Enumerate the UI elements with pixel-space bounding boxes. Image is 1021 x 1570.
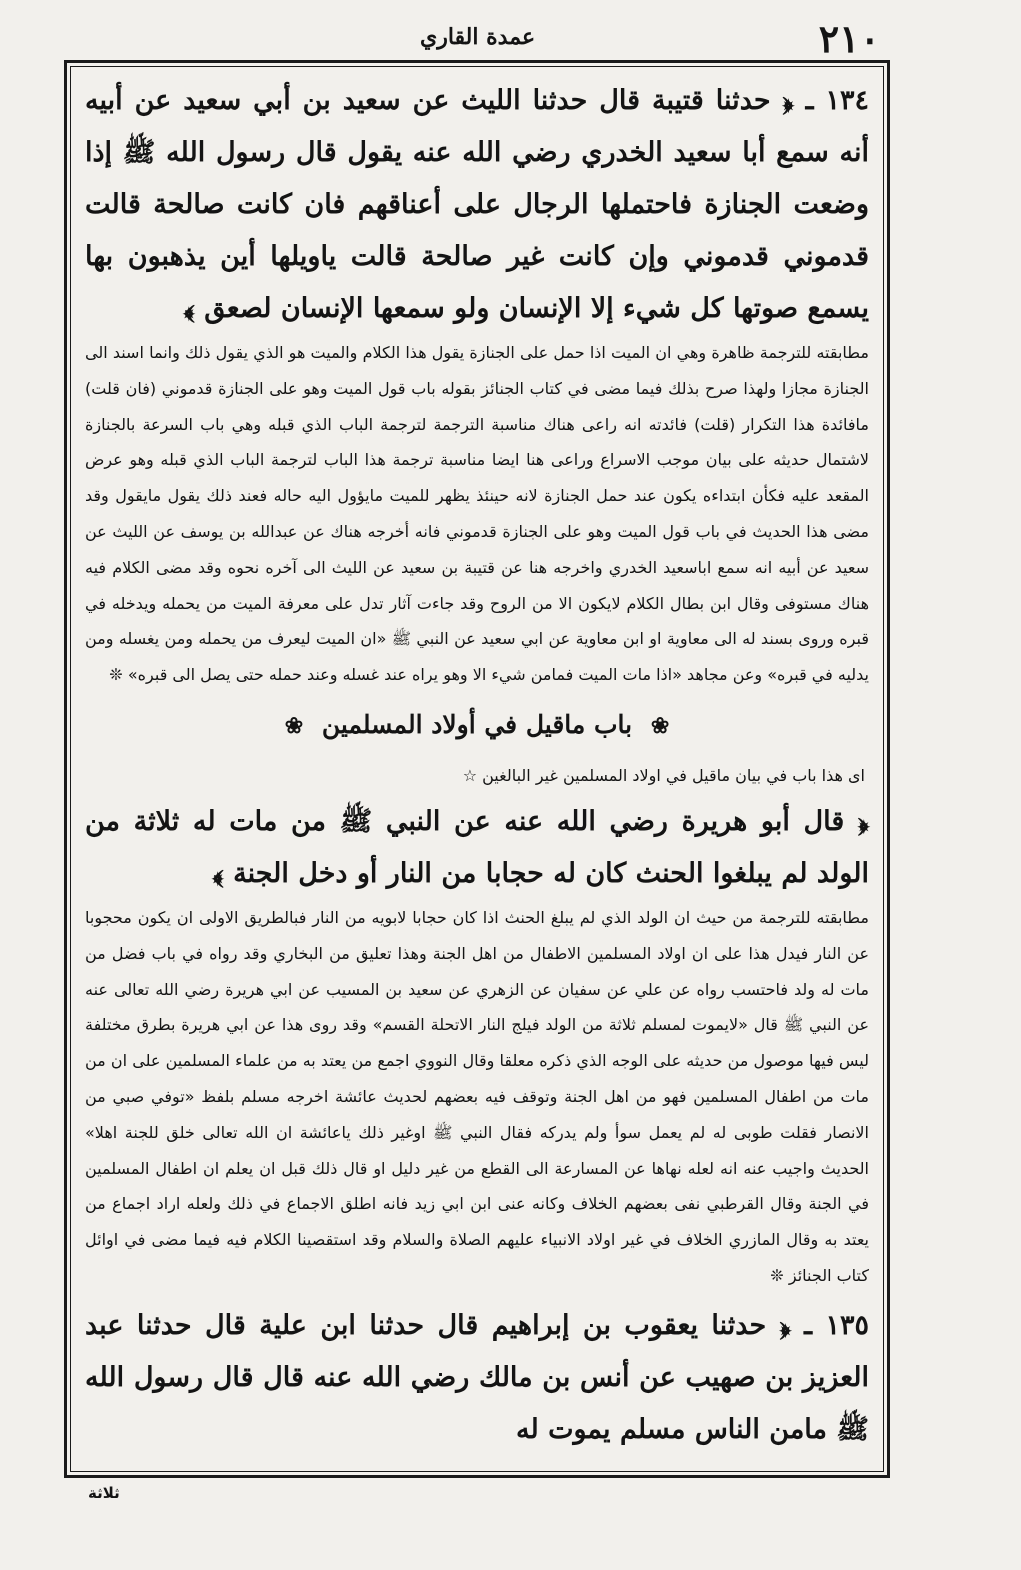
hadith-134-commentary: مطابقته للترجمة ظاهرة وهي ان الميت اذا حمل على الجنازة يقول هذا الكلام والميت هو الذي يقول ذلك وانما اسند الى الجنازة مجازا ولهذا صرح بذلك فيما مضى في كتاب الجنائز بقوله باب قول الميت وهو على الجنازة قدموني (فان قلت) مافائدة هذا التكرار (قلت) فائدته انه راعى هناك مناسبة الترجمة لترجمة الباب الذي قبله وهي باب السرعة بالجنازة لاشتمال حديثه على بيان موجب الاسراع وراعى هنا ايضا مناسبة ترجمة هذا الباب لترجمة الباب الذي قبله وهو عرض المقعد عليه فكأن ابتداءه يكون عند حمل الجنازة لانه حينئذ يظهر للميت مايؤول اليه حاله فعند ذلك يقول مايقول وقد مضى هذا الحديث في باب قول الميت وهو على الجنازة قدموني فانه أخرجه هناك عن عبدالله بن يوسف عن الليث عن سعيد عن أبيه انه سمع اباسعيد الخدري واخرجه هنا عن قتيبة بن سعيد عن الليث الى آخره نحوه وقد مضى الكلام فيه هناك مستوفى وقال ابن بطال الكلام لايكون الا من الروح وقد جاءت آثار تدل على معرفة الميت من يحمله ويدخله في قبره وروى بسند له الى معاوية او ابن معاوية عن ابي سعيد عن النبي ﷺ «ان الميت ليعرف من يحمله ومن يغسله ومن يدليه في قبره» وعن مجاهد «اذا مات الميت فمامن شيء الا وهو يراه عند غسله وعند حمله حتى يصل الى قبره» ❊ [85,343,869,685]
running-head [60,16,880,61]
chapter-heading [85,697,869,754]
hadith-mualaq-commentary: مطابقته للترجمة من حيث ان الولد الذي لم يبلغ الحنث اذا كان حجابا لابويه من النار فبالطريق الاولى ان يكون محجوبا عن النار فيدل هذا على ان اولاد المسلمين الاطفال من اهل الجنة وهذا تعليق من البخاري وقد رواه في باب فضل من مات له ولد فاحتسب رواه عن علي عن سفيان عن الزهري عن سعيد بن المسيب عن ابي هريرة رضي الله تعالى عنه عن النبي ﷺ قال «لايموت لمسلم ثلاثة من الولد فيلج النار الاتحلة القسم» وقد روى هذا عن ابي هريرة بطرق مختلفة ليس فيها موصول من حديثه على الوجه الذي ذكره معلقا وقال النووي اجمع من يعتد به من علماء المسلمين على ان من مات من اطفال المسلمين فهو من اهل الجنة وتوقف فيه بعضهم لحديث عائشة اخرجه مسلم بلفظ «توفي صبي من الانصار فقلت طوبى له لم يعمل سوأ ولم يدركه فقال النبي ﷺ اوغير ذلك ياعائشة ان الله تعالى خلق للجنة اهلا» الحديث واجيب عنه انه لعله نهاها عن المسارعة الى القطع من غير دليل او قال ذلك قبل ان يعلم ان اطفال المسلمين في الجنة وقال القرطبي نفى بعضهم الخلاف وكانه عنى ابن ابي زيد فانه اطلق الاجماع في ذلك ولعله اراد اجماع من يعتد به وقال المازري الخلاف في غير اولاد الانبياء عليهم الصلاة والسلام وقد استقصينا الكلام فيه فيما مضى في اوائل كتاب الجنائز ❊ [85,907,869,1285]
chapter-gloss: اى هذا باب في بيان ماقيل في اولاد المسلمين غير البالغين ☆ [462,765,865,785]
hadith-mualaq-text: ﴿ قال أبو هريرة رضي الله عنه عن النبي ﷺ من مات له ثلاثة من الولد لم يبلغوا الحنث كان له حجابا من النار أو دخل الجنة ﴾ [85,805,869,889]
catchword: ثلاثة [88,1484,120,1502]
hadith-134-text: ١٣٤ ـ ﴿ حدثنا قتيبة قال حدثنا الليث عن سعيد بن أبي سعيد عن أبيه أنه سمع أبا سعيد الخدري رضي الله عنه يقول قال رسول الله ﷺ إذا وضعت الجنازة فاحتملها الرجال على أعناقهم فان كانت صالحة قالت قدموني قدموني وإن كانت غير صالحة قالت ياويلها أين يذهبون بها يسمع صوتها كل شيء إلا الإنسان ولو سمعها الإنسان لصعق ﴾ [85,85,869,324]
ornament-left-icon: ❀ [284,712,304,739]
page-number: ٢١٠ [818,16,880,61]
chapter-title: باب ماقيل في أولاد المسلمين [321,709,633,739]
book-title: عمدة القاري [420,24,536,50]
ornament-right-icon: ❀ [650,712,670,739]
page-frame-inner [70,66,884,1472]
hadith-135-text: ١٣٥ ـ ﴿ حدثنا يعقوب بن إبراهيم قال حدثنا ابن علية قال حدثنا عبد العزيز بن صهيب عن أنس بن مالك رضي الله عنه قال قال رسول الله ﷺ مامن الناس مسلم يموت له [85,1309,869,1445]
